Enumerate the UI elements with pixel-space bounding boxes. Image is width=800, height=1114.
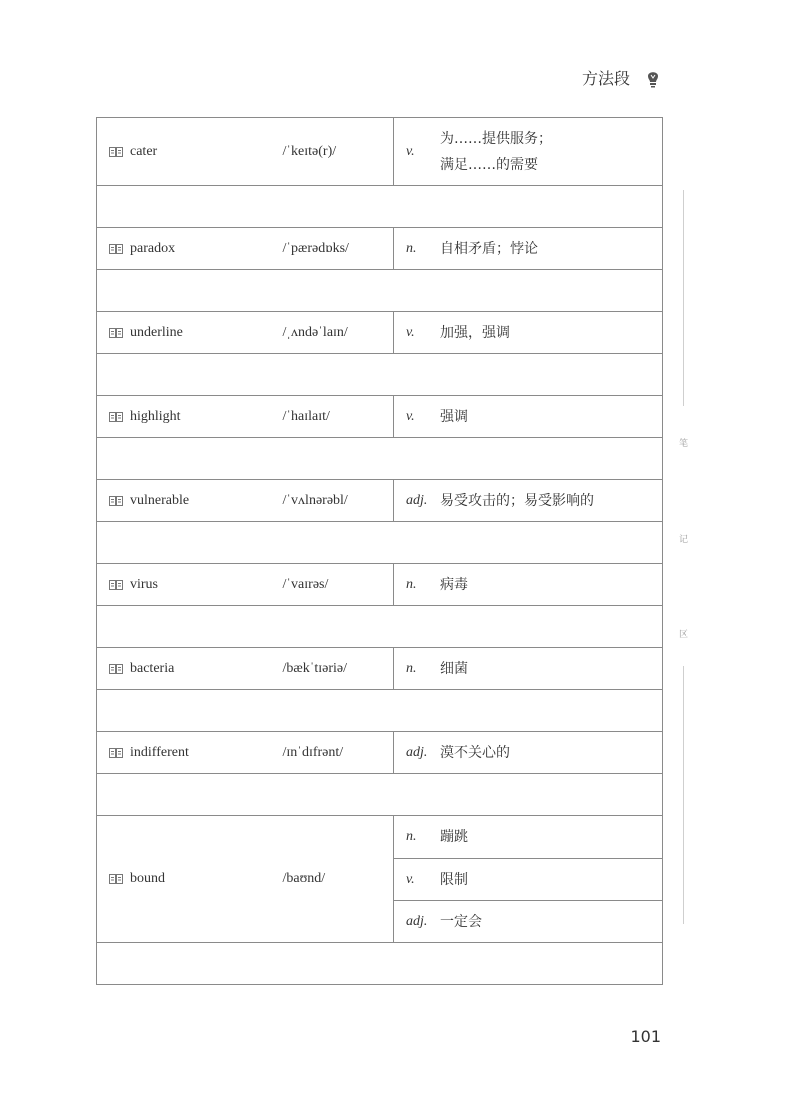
notes-blank-row	[97, 774, 663, 816]
definition: 易受攻击的；易受影响的	[440, 492, 594, 509]
phonetic-cell	[283, 564, 394, 606]
phonetic: /ɪnˈdɪfrənt/	[282, 744, 344, 760]
notes-blank-row	[97, 606, 663, 648]
meaning-cell	[394, 118, 663, 186]
word-cell	[97, 118, 283, 186]
notes-label-char: 记	[679, 535, 689, 545]
vocabulary-table	[96, 117, 663, 985]
definition: 为……提供服务；	[440, 130, 552, 147]
blank-cell	[97, 270, 663, 312]
part-of-speech: v.	[406, 324, 415, 340]
phonetic-cell	[283, 312, 394, 354]
definition: 细菌	[440, 660, 468, 677]
meaning-line	[394, 228, 662, 269]
definition: 强调	[440, 408, 468, 425]
word: cater	[130, 143, 158, 159]
meaning-line	[394, 732, 662, 773]
word: highlight	[130, 408, 181, 424]
vocab-row	[97, 816, 663, 943]
meaning-cell	[394, 396, 663, 438]
meaning-line	[394, 564, 662, 605]
phonetic: /ˈvaɪrəs/	[282, 576, 329, 592]
meaning-line	[394, 312, 662, 353]
phonetic: /ˈhaɪlaɪt/	[282, 408, 330, 424]
word-cell	[97, 480, 283, 522]
phonetic-cell	[283, 648, 394, 690]
definition: 蹦跳	[440, 829, 468, 845]
book-icon	[109, 496, 123, 506]
phonetic: /ˈkeɪtə(r)/	[282, 143, 337, 159]
phonetic-cell	[283, 228, 394, 270]
meaning-cell	[394, 228, 663, 270]
part-of-speech: v.	[406, 871, 415, 887]
phonetic-cell	[283, 480, 394, 522]
vocab-row	[97, 396, 663, 438]
meaning-line	[394, 396, 662, 437]
part-of-speech: n.	[406, 240, 417, 256]
part-of-speech: adj.	[406, 913, 428, 929]
word: paradox	[130, 240, 176, 256]
definition: 一定会	[440, 913, 482, 930]
notes-blank-row	[97, 354, 663, 396]
part-of-speech: v.	[406, 143, 415, 159]
meaning-line	[394, 858, 662, 900]
notes-blank-row	[97, 522, 663, 564]
page-number: 101	[630, 1027, 661, 1046]
phonetic-cell	[283, 816, 394, 943]
book-icon	[109, 664, 123, 674]
notes-label-char: 笔	[679, 439, 689, 449]
vocab-row	[97, 564, 663, 606]
phonetic: /ˌʌndəˈlaɪn/	[282, 324, 348, 340]
word-cell	[97, 312, 283, 354]
blank-cell	[97, 943, 663, 985]
vocab-row	[97, 480, 663, 522]
meaning-cell	[394, 312, 663, 354]
blank-cell	[97, 690, 663, 732]
meaning-cell	[394, 480, 663, 522]
vocab-row	[97, 732, 663, 774]
meaning-line	[394, 648, 662, 689]
blank-cell	[97, 522, 663, 564]
word: bacteria	[130, 660, 175, 676]
part-of-speech: n.	[406, 660, 417, 676]
notes-blank-row	[97, 943, 663, 985]
meaning-line	[394, 816, 662, 858]
blank-cell	[97, 186, 663, 228]
book-icon	[109, 412, 123, 422]
word-cell	[97, 228, 283, 270]
notes-label-char: 区	[679, 630, 689, 640]
definition: 病毒	[440, 576, 468, 593]
notes-blank-row	[97, 438, 663, 480]
part-of-speech: v.	[406, 408, 415, 424]
word: bound	[130, 871, 165, 886]
book-icon	[109, 874, 123, 884]
definition: 自相矛盾；悖论	[440, 240, 538, 257]
definition: 满足……的需要	[440, 156, 538, 173]
meaning-cell	[394, 816, 663, 943]
word-cell	[97, 564, 283, 606]
meaning-line	[394, 118, 662, 185]
word-cell	[97, 396, 283, 438]
notes-divider-bottom	[683, 666, 684, 924]
word: virus	[130, 576, 158, 592]
part-of-speech: n.	[406, 829, 417, 844]
book-icon	[109, 244, 123, 254]
blank-cell	[97, 354, 663, 396]
phonetic: /bækˈtɪəriə/	[282, 660, 348, 676]
word-cell	[97, 732, 283, 774]
blank-cell	[97, 606, 663, 648]
notes-divider-top	[683, 190, 684, 406]
definition: 加强，强调	[440, 324, 510, 341]
book-icon	[109, 748, 123, 758]
definition: 限制	[440, 871, 468, 888]
word-cell	[97, 648, 283, 690]
vocab-row	[97, 312, 663, 354]
phonetic-cell	[283, 396, 394, 438]
book-icon	[109, 147, 123, 157]
word: vulnerable	[130, 492, 190, 508]
phonetic: /ˈpærədɒks/	[282, 240, 349, 256]
word-cell	[97, 816, 283, 943]
book-icon	[109, 328, 123, 338]
vocab-row	[97, 118, 663, 186]
phonetic: /baʊnd/	[282, 871, 326, 886]
bulb-icon	[644, 68, 662, 88]
phonetic-cell	[283, 118, 394, 186]
meaning-line	[394, 900, 662, 942]
word: indifferent	[130, 744, 189, 760]
blank-cell	[97, 774, 663, 816]
meaning-line	[394, 480, 662, 521]
phonetic-cell	[283, 732, 394, 774]
notes-blank-row	[97, 186, 663, 228]
part-of-speech: adj.	[406, 492, 428, 508]
phonetic: /ˈvʌlnərəbl/	[282, 492, 348, 508]
meaning-cell	[394, 648, 663, 690]
notes-blank-row	[97, 690, 663, 732]
blank-cell	[97, 438, 663, 480]
word: underline	[130, 324, 183, 340]
notes-blank-row	[97, 270, 663, 312]
meaning-cell	[394, 564, 663, 606]
book-icon	[109, 580, 123, 590]
meaning-cell	[394, 732, 663, 774]
page-title: 方法段	[581, 69, 630, 88]
part-of-speech: n.	[406, 576, 417, 592]
definition: 漠不关心的	[440, 744, 510, 761]
vocab-row	[97, 228, 663, 270]
vocab-row	[97, 648, 663, 690]
part-of-speech: adj.	[406, 744, 428, 760]
